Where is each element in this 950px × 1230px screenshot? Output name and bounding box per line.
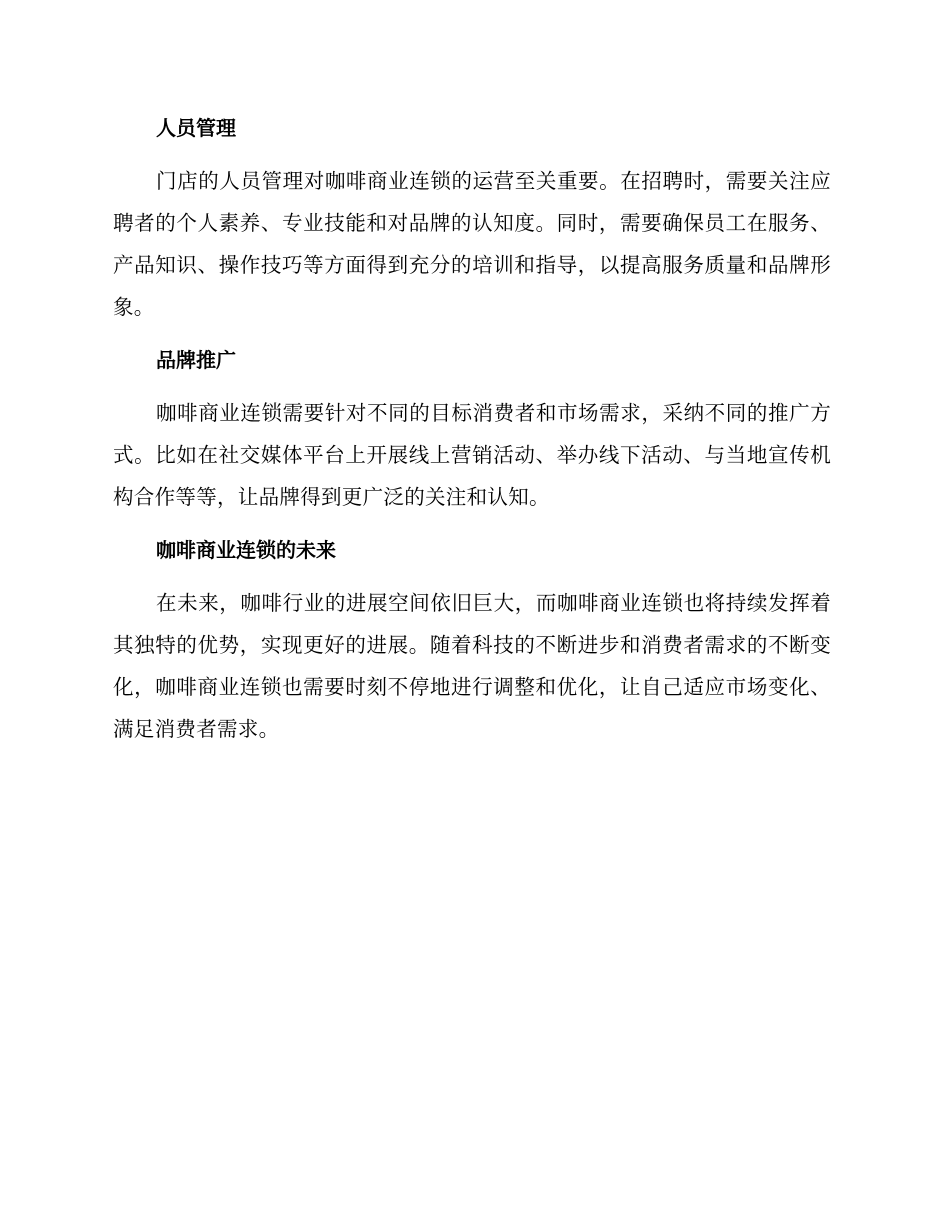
section-paragraph: 咖啡商业连锁需要针对不同的目标消费者和市场需求，采纳不同的推广方式。比如在社交媒体平台上开展线上营销活动、举办线下活动、与当地宣传机构合作等等，让品牌得到更广泛的关注和认知。	[113, 401, 831, 509]
section-heading: 咖啡商业连锁的未来	[156, 538, 336, 562]
section-future	[113, 530, 831, 750]
section-paragraph: 门店的人员管理对咖啡商业连锁的运营至关重要。在招聘时，需要关注应聘者的个人素养、专业技能和对品牌的认知度。同时，需要确保员工在服务、产品知识、操作技巧等方面得到充分的培训和指导，以提高服务质量和品牌形象。	[113, 169, 831, 319]
section-staff-management	[113, 108, 831, 328]
document-content	[113, 108, 831, 750]
section-paragraph: 在未来，咖啡行业的进展空间依旧巨大，而咖啡商业连锁也将持续发挥着其独特的优势，实现更好的进展。随着科技的不断进步和消费者需求的不断变化，咖啡商业连锁也需要时刻不停地进行调整和优化，让自己适应市场变化、满足消费者需求。	[113, 591, 831, 741]
section-heading: 人员管理	[156, 116, 236, 140]
section-heading: 品牌推广	[156, 348, 236, 372]
section-brand-promotion	[113, 340, 831, 518]
